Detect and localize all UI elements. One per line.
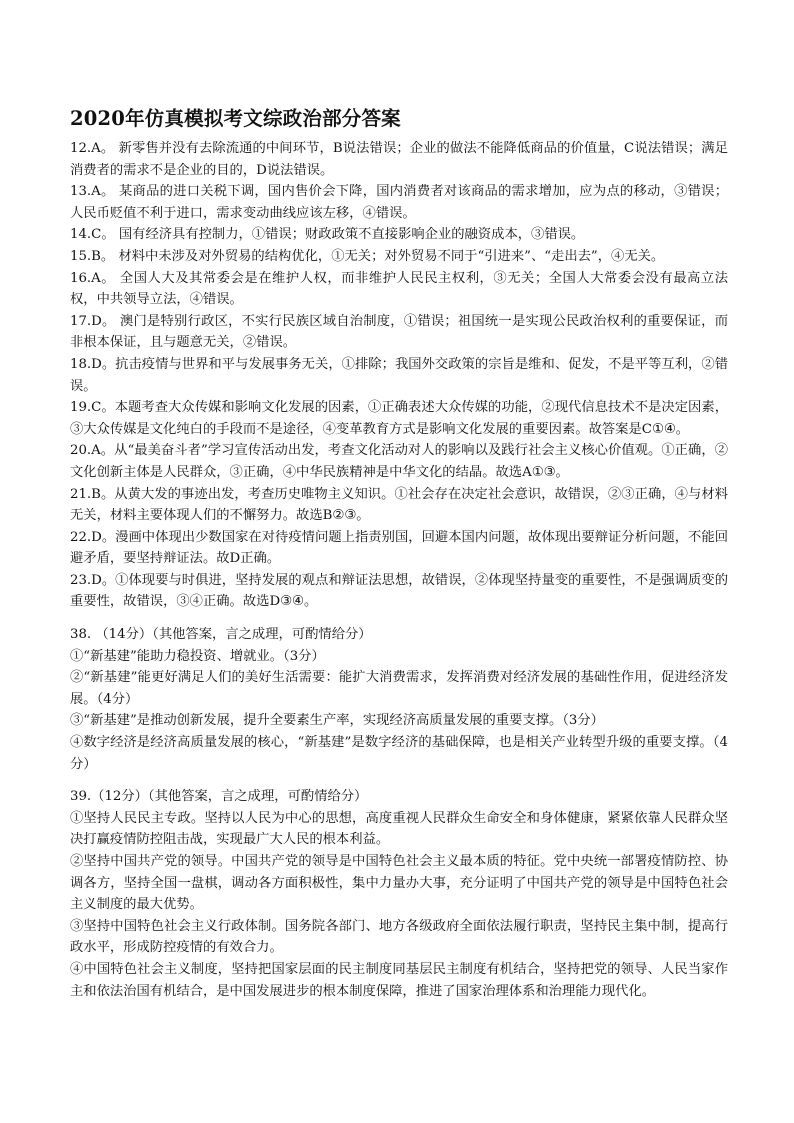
answer-20: 20.A。从“最美奋斗者”学习宣传活动出发，考查文化活动对人的影响以及践行社会主义核心价值观。①正确，②文化创新主体是人民群众，③正确，④中华民族精神是中华文化的结晶。故选A①③。 (70, 443, 728, 480)
answer-13: 13.A。 某商品的进口关税下调，国内售价会下降，国内消费者对该商品的需求增加，应为点的移动，③错误；人民币贬值不利于进口，需求变动曲线应该左移，④错误。 (70, 184, 728, 221)
answer-17: 17.D。 澳门是特别行政区，不实行民族区域自治制度，①错误；祖国统一是实现公民政治权利的重要保证，而非根本保证，且与题意无关，②错误。 (70, 313, 728, 351)
q39-point-1: ①坚持人民民主专政。坚持以人民为中心的思想，高度重视人民群众生命安全和身体健康，紧紧依靠人民群众坚决打赢疫情防控阻击战，实现最广大人民的根本利益。 (70, 810, 728, 848)
q38-point-4: ④数字经济是经济高质量发展的核心，“新基建”是数字经济的基础保障，也是相关产业转型升级的重要支撑。（4分） (70, 735, 728, 772)
q38-header: 38. （14分）（其他答案，言之成理，可酌情给分） (70, 627, 372, 643)
question-39-answers (70, 786, 728, 1002)
q39-header: 39.（12分）（其他答案，言之成理，可酌情给分） (70, 789, 368, 805)
section-spacer (70, 775, 728, 786)
answer-12: 12.A。 新零售并没有去除流通的中间环节，B说法错误；企业的做法不能降低商品的价值量，C说法错误；满足消费者的需求不是企业的目的，D说法错误。 (70, 141, 728, 178)
answer-16: 16.A。 全国人大及其常委会是在维护人权，而非维护人民民主权利，③无关；全国人大常委会没有最高立法权，中共领导立法，④错误。 (70, 270, 728, 308)
q39-point-2: ②坚持中国共产党的领导。中国共产党的领导是中国特色社会主义最本质的特征。党中央统一部署疫情防控、协调各方，坚持全国一盘棋，调动各方面积极性，集中力量办大事，充分证明了中国共产党的领导是中国特色社会主义制度的最大优势。 (70, 854, 728, 913)
answer-15: 15.B。 材料中未涉及对外贸易的结构优化，①无关；对外贸易不同于“引进来”、“走出去”，④无关。 (70, 248, 665, 264)
multiple-choice-answers (70, 138, 728, 613)
q39-point-3: ③坚持中国特色社会主义行政体制。国务院各部门、地方各级政府全面依法履行职责，坚持民主集中制，提高行政水平，形成防控疫情的有效合力。 (70, 918, 728, 956)
answer-22: 22.D。漫画中体现出少数国家在对待疫情问题上指责别国，回避本国内问题，故体现出要辩证分析问题，不能回避矛盾，要坚持辩证法。故D正确。 (70, 529, 728, 567)
answer-14: 14.C。 国有经济具有控制力，①错误；财政政策不直接影响企业的融资成本，③错误。 (70, 227, 585, 243)
document-title: 2020年仿真模拟考文综政治部分答案 (70, 107, 401, 130)
q38-point-1: ①“新基建”能助力稳投资、增就业。（3分） (70, 648, 325, 664)
q39-point-4: ④中国特色社会主义制度，坚持把国家层面的民主制度同基层民主制度有机结合，坚持把党的领导、人民当家作主和依法治国有机结合，是中国发展进步的根本制度保障，推进了国家治理体系和治理能力现代化。 (70, 961, 728, 999)
answer-23: 23.D。①体现要与时俱进，坚持发展的观点和辩证法思想，故错误，②体现坚持量变的重要性，不是强调质变的重要性，故错误，③④正确。故选D③④。 (70, 572, 728, 610)
q38-point-2: ②“新基建”能更好满足人们的美好生活需要：能扩大消费需求，发挥消费对经济发展的基础性作用，促进经济发展。（4分） (70, 670, 728, 707)
section-spacer (70, 613, 728, 624)
question-38-answers (70, 624, 728, 775)
answer-21: 21.B。从黄大发的事迹出发，考查历史唯物主义知识。①社会存在决定社会意识，故错误，②③正确，④与材料无关，材料主要体现人们的不懈努力。故选B②③。 (70, 486, 728, 524)
answer-18: 18.D。抗击疫情与世界和平与发展事务无关，①排除；我国外交政策的宗旨是维和、促发，不是平等互利，②错误。 (70, 356, 728, 394)
answer-19: 19.C。本题考查大众传媒和影响文化发展的因素，①正确表述大众传媒的功能，②现代信息技术不是决定因素，③大众传媒是文化纯白的手段而不是途径，④变革教育方式是影响文化发展的重要因素。故答案是C①④。 (70, 400, 728, 437)
document-content (70, 138, 728, 1002)
q38-point-3: ③“新基建”是推动创新发展，提升全要素生产率，实现经济高质量发展的重要支撑。（3分） (70, 713, 604, 729)
